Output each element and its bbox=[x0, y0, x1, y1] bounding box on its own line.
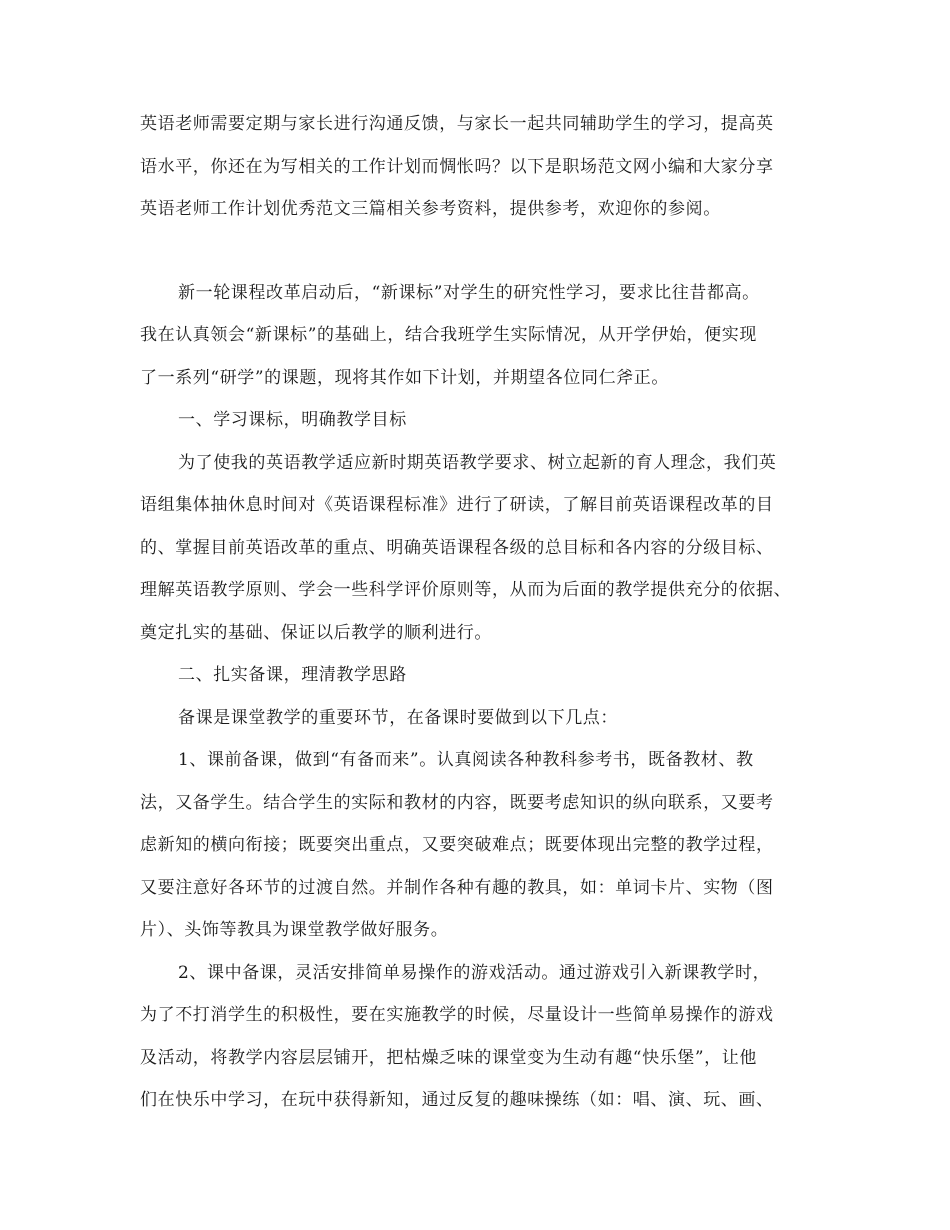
paragraph-line: 及活动，将教学内容层层铺开，把枯燥乏味的课堂变为生动有趣“快乐堡”，让他 bbox=[140, 1048, 757, 1068]
paragraph-line: 们在快乐中学习，在玩中获得新知，通过反复的趣味操练（如：唱、演、玩、画、 bbox=[140, 1090, 774, 1110]
paragraph-line: 理解英语教学原则、学会一些科学评价原则等，从而为后面的教学提供充分的依据、 bbox=[140, 580, 792, 600]
paragraph-line: 语组集体抽休息时间对《英语课程标准》进行了研读，了解目前英语课程改革的目 bbox=[140, 495, 774, 515]
paragraph-line: 新一轮课程改革启动后，“新课标”对学生的研究性学习，要求比往昔都高。 bbox=[178, 283, 760, 303]
section-heading-2: 二、扎实备课，理清教学思路 bbox=[178, 665, 407, 685]
paragraph-line: 虑新知的横向衔接；既要突出重点，又要突破难点；既要体现出完整的教学过程， bbox=[140, 835, 774, 855]
paragraph-line: 了一系列“研学”的课题，现将其作如下计划，并期望各位同仁斧正。 bbox=[140, 368, 669, 388]
paragraph-line: 奠定扎实的基础、保证以后教学的顺利进行。 bbox=[140, 623, 492, 643]
paragraph-line: 为了不打消学生的积极性，要在实施教学的时候，尽量设计一些简单易操作的游戏 bbox=[140, 1005, 774, 1025]
list-item-1-line: 1、课前备课，做到“有备而来”。认真阅读各种教科参考书，既备教材、教 bbox=[178, 750, 754, 770]
paragraph-line: 片）、头饰等教具为课堂教学做好服务。 bbox=[140, 920, 449, 940]
section-heading-1: 一、学习课标，明确教学目标 bbox=[178, 410, 407, 430]
paragraph-line: 的、掌握目前英语改革的重点、明确英语课程各级的总目标和各内容的分级目标、 bbox=[140, 538, 774, 558]
paragraph-line: 我在认真领会“新课标”的基础上，结合我班学生实际情况，从开学伊始，便实现 bbox=[140, 325, 757, 345]
paragraph-line: 为了使我的英语教学适应新时期英语教学要求、树立起新的育人理念，我们英 bbox=[178, 453, 777, 473]
intro-line-2: 语水平，你还在为写相关的工作计划而惆怅吗？以下是职场范文网小编和大家分享 bbox=[140, 157, 774, 177]
paragraph-line: 又要注意好各环节的过渡自然。并制作各种有趣的教具，如：单词卡片、实物（图 bbox=[140, 878, 774, 898]
intro-line-1: 英语老师需要定期与家长进行沟通反馈，与家长一起共同辅助学生的学习，提高英 bbox=[140, 114, 774, 134]
paragraph-line: 法，又备学生。结合学生的实际和教材的内容，既要考虑知识的纵向联系，又要考 bbox=[140, 793, 774, 813]
paragraph-line: 备课是课堂教学的重要环节，在备课时要做到以下几点： bbox=[178, 708, 618, 728]
list-item-2-line: 2、课中备课，灵活安排简单易操作的游戏活动。通过游戏引入新课教学时， bbox=[178, 963, 771, 983]
intro-line-3: 英语老师工作计划优秀范文三篇相关参考资料，提供参考，欢迎你的参阅。 bbox=[140, 199, 721, 219]
